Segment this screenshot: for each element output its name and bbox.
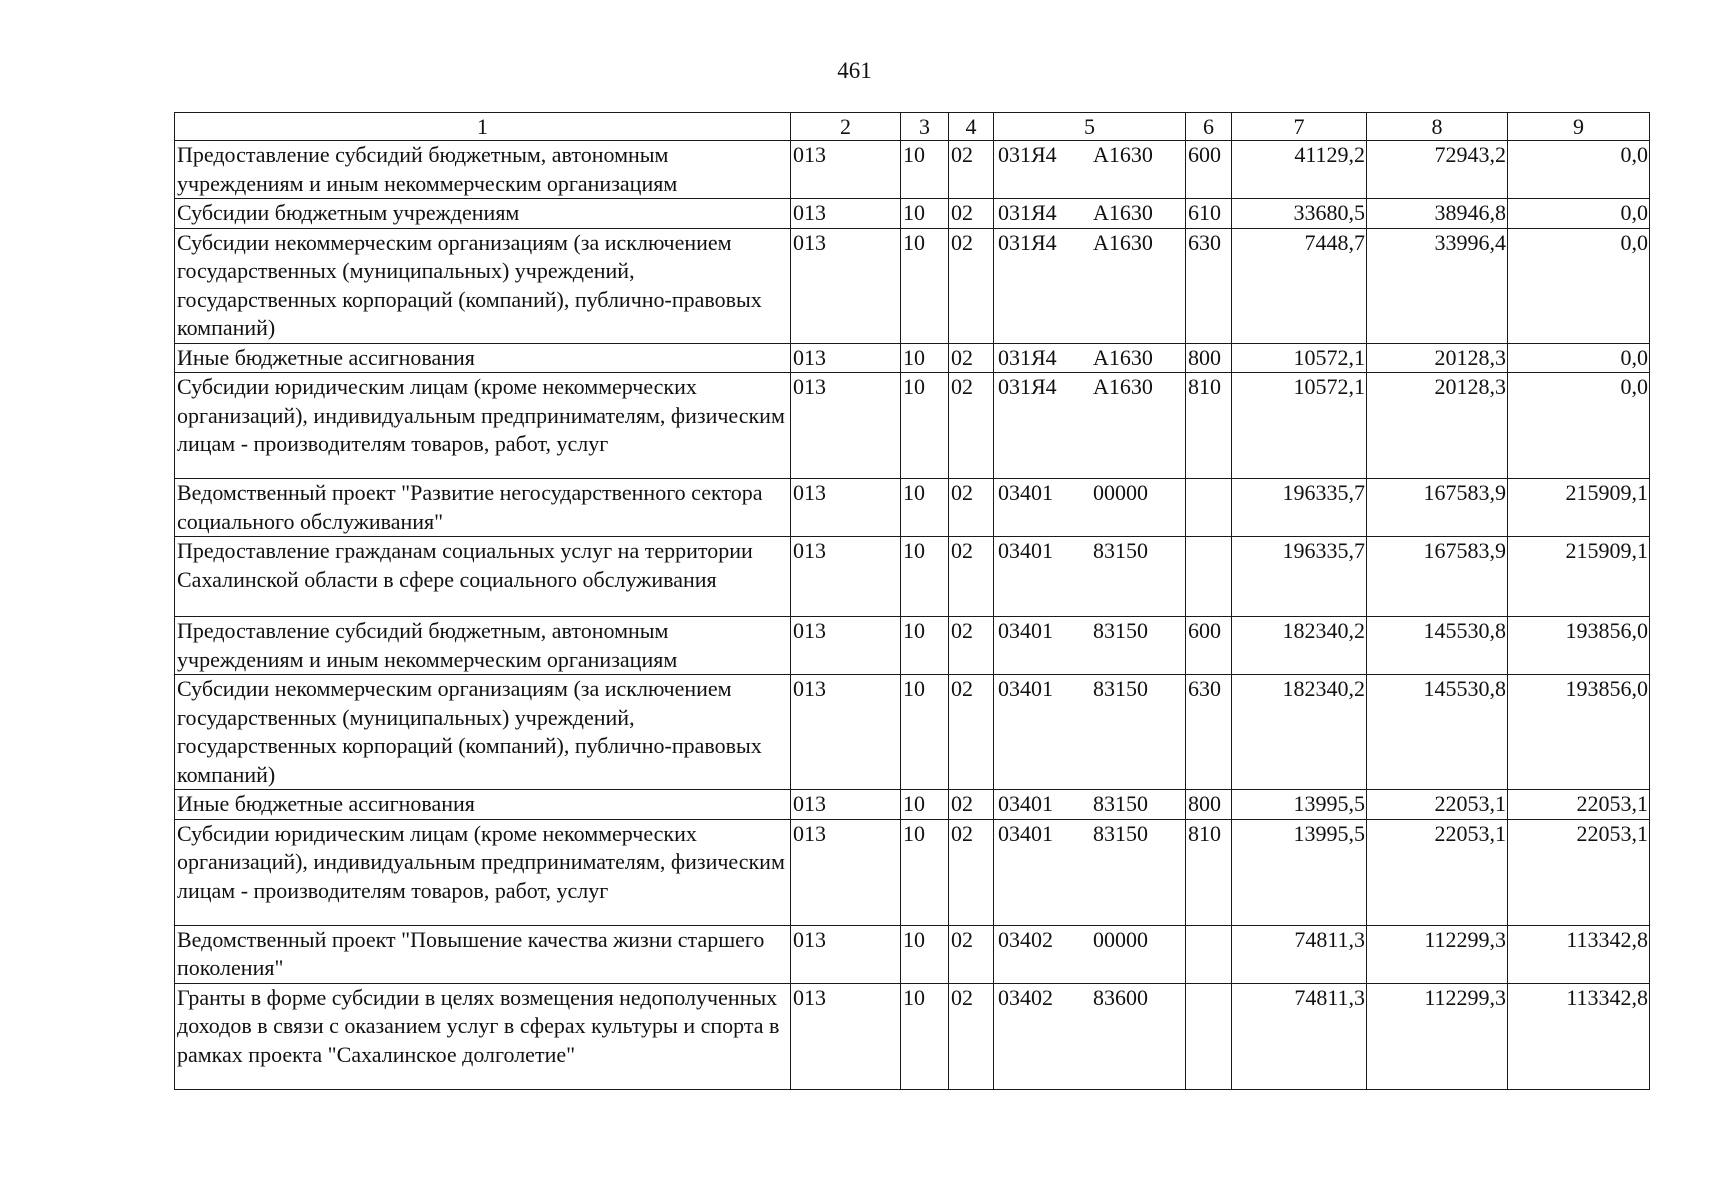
expense-type-code: 810 <box>1186 373 1232 479</box>
amount-year-1: 10572,1 <box>1232 343 1367 373</box>
ministry-code: 013 <box>791 343 901 373</box>
direction-code: А1630 <box>1093 142 1153 167</box>
target-article-code <box>994 675 1186 790</box>
direction-code: 00000 <box>1093 926 1148 952</box>
column-header-9: 9 <box>1508 113 1650 141</box>
section-code: 10 <box>901 790 949 820</box>
subsection-code: 02 <box>949 819 994 925</box>
section-code: 10 <box>901 819 949 925</box>
expense-type-code: 610 <box>1186 199 1232 229</box>
amount-year-3: 0,0 <box>1508 343 1650 373</box>
section-code: 10 <box>901 617 949 675</box>
subsection-code: 02 <box>949 141 994 199</box>
column-header-6: 6 <box>1186 113 1232 141</box>
subsection-code: 02 <box>949 373 994 479</box>
amount-year-1: 41129,2 <box>1232 141 1367 199</box>
section-code: 10 <box>901 343 949 373</box>
table-header <box>175 113 1650 141</box>
amount-year-3: 0,0 <box>1508 228 1650 343</box>
amount-year-2: 22053,1 <box>1367 819 1508 925</box>
table-row <box>175 343 1650 373</box>
program-code: 03401 <box>998 820 1053 846</box>
ministry-code: 013 <box>791 141 901 199</box>
page-number: 461 <box>837 58 872 83</box>
program-code: 031Я4 <box>998 229 1057 255</box>
target-article-code <box>994 343 1186 373</box>
column-header-3: 3 <box>901 113 949 141</box>
table-row <box>175 199 1650 229</box>
table-row <box>175 983 1650 1089</box>
amount-year-3: 0,0 <box>1508 199 1650 229</box>
program-code: 03401 <box>998 538 1053 563</box>
table-row <box>175 479 1650 537</box>
ministry-code: 013 <box>791 228 901 343</box>
program-code: 031Я4 <box>998 142 1057 167</box>
amount-year-1: 13995,5 <box>1232 819 1367 925</box>
expense-type-code <box>1186 537 1232 617</box>
expense-type-code: 600 <box>1186 617 1232 675</box>
row-name: Ведомственный проект "Повышение качества жизни старшего поколения" <box>175 925 791 983</box>
target-article-code <box>994 983 1186 1089</box>
table-row <box>175 790 1650 820</box>
table-row <box>175 675 1650 790</box>
section-code: 10 <box>901 479 949 537</box>
ministry-code: 013 <box>791 617 901 675</box>
amount-year-3: 215909,1 <box>1508 537 1650 617</box>
amount-year-3: 193856,0 <box>1508 617 1650 675</box>
direction-code: 83150 <box>1093 676 1148 701</box>
direction-code: 83150 <box>1093 538 1148 563</box>
amount-year-1: 33680,5 <box>1232 199 1367 229</box>
amount-year-1: 182340,2 <box>1232 675 1367 790</box>
ministry-code: 013 <box>791 790 901 820</box>
row-name: Субсидии некоммерческим организациям (за исключением государственных (муниципальных) учреждений, государственных корпораций (компаний), публично-правовых компаний) <box>175 675 791 790</box>
program-code: 03401 <box>998 791 1053 816</box>
ministry-code: 013 <box>791 675 901 790</box>
row-name: Субсидии некоммерческим организациям (за исключением государственных (муниципальных) учреждений, государственных корпораций (компаний), публично-правовых компаний) <box>175 228 791 343</box>
budget-table <box>174 112 1650 1090</box>
amount-year-3: 113342,8 <box>1508 925 1650 983</box>
subsection-code: 02 <box>949 675 994 790</box>
expense-type-code: 630 <box>1186 675 1232 790</box>
ministry-code: 013 <box>791 537 901 617</box>
subsection-code: 02 <box>949 199 994 229</box>
direction-code: 83150 <box>1093 791 1148 816</box>
table-row <box>175 617 1650 675</box>
amount-year-2: 20128,3 <box>1367 373 1508 479</box>
table-row <box>175 819 1650 925</box>
expense-type-code <box>1186 925 1232 983</box>
header-row <box>175 113 1650 141</box>
target-article-code <box>994 819 1186 925</box>
expense-type-code: 600 <box>1186 141 1232 199</box>
ministry-code: 013 <box>791 819 901 925</box>
expense-type-code <box>1186 983 1232 1089</box>
expense-type-code: 800 <box>1186 343 1232 373</box>
target-article-code <box>994 537 1186 617</box>
target-article-code <box>994 228 1186 343</box>
program-code: 031Я4 <box>998 200 1057 225</box>
row-name: Субсидии бюджетным учреждениям <box>175 199 791 229</box>
direction-code: А1630 <box>1093 229 1153 255</box>
amount-year-3: 193856,0 <box>1508 675 1650 790</box>
row-name: Предоставление субсидий бюджетным, автономным учреждениям и иным некоммерческим организациям <box>175 141 791 199</box>
table-row <box>175 925 1650 983</box>
subsection-code: 02 <box>949 617 994 675</box>
section-code: 10 <box>901 228 949 343</box>
amount-year-2: 72943,2 <box>1367 141 1508 199</box>
amount-year-2: 38946,8 <box>1367 199 1508 229</box>
subsection-code: 02 <box>949 925 994 983</box>
row-name: Субсидии юридическим лицам (кроме некоммерческих организаций), индивидуальным предпринимателям, физическим лицам - производителям товаров, работ, услуг <box>175 819 791 925</box>
amount-year-1: 7448,7 <box>1232 228 1367 343</box>
target-article-code <box>994 373 1186 479</box>
subsection-code: 02 <box>949 983 994 1089</box>
direction-code: 83150 <box>1093 820 1148 846</box>
direction-code: 83150 <box>1093 618 1148 643</box>
target-article-code <box>994 790 1186 820</box>
column-header-1: 1 <box>175 113 791 141</box>
section-code: 10 <box>901 675 949 790</box>
amount-year-3: 0,0 <box>1508 141 1650 199</box>
amount-year-1: 74811,3 <box>1232 925 1367 983</box>
amount-year-2: 22053,1 <box>1367 790 1508 820</box>
target-article-code <box>994 199 1186 229</box>
amount-year-2: 145530,8 <box>1367 617 1508 675</box>
target-article-code <box>994 479 1186 537</box>
program-code: 03402 <box>998 984 1053 1010</box>
amount-year-2: 112299,3 <box>1367 983 1508 1089</box>
amount-year-1: 196335,7 <box>1232 537 1367 617</box>
row-name: Субсидии юридическим лицам (кроме некоммерческих организаций), индивидуальным предпринимателям, физическим лицам - производителям товаров, работ, услуг <box>175 373 791 479</box>
expense-type-code <box>1186 479 1232 537</box>
column-header-8: 8 <box>1367 113 1508 141</box>
row-name: Гранты в форме субсидии в целях возмещения недополученных доходов в связи с оказанием услуг в сферах культуры и спорта в рамках проекта "Сахалинское долголетие" <box>175 983 791 1089</box>
amount-year-1: 10572,1 <box>1232 373 1367 479</box>
amount-year-3: 0,0 <box>1508 373 1650 479</box>
target-article-code <box>994 925 1186 983</box>
expense-type-code: 810 <box>1186 819 1232 925</box>
section-code: 10 <box>901 983 949 1089</box>
amount-year-1: 196335,7 <box>1232 479 1367 537</box>
section-code: 10 <box>901 199 949 229</box>
subsection-code: 02 <box>949 343 994 373</box>
amount-year-1: 74811,3 <box>1232 983 1367 1089</box>
program-code: 03401 <box>998 676 1053 701</box>
amount-year-2: 167583,9 <box>1367 537 1508 617</box>
amount-year-3: 113342,8 <box>1508 983 1650 1089</box>
amount-year-2: 167583,9 <box>1367 479 1508 537</box>
column-header-5: 5 <box>994 113 1186 141</box>
program-code: 03402 <box>998 926 1053 952</box>
amount-year-2: 145530,8 <box>1367 675 1508 790</box>
table-body <box>175 141 1650 1090</box>
section-code: 10 <box>901 141 949 199</box>
ministry-code: 013 <box>791 199 901 229</box>
direction-code: А1630 <box>1093 200 1153 225</box>
amount-year-2: 20128,3 <box>1367 343 1508 373</box>
section-code: 10 <box>901 925 949 983</box>
section-code: 10 <box>901 373 949 479</box>
row-name: Предоставление субсидий бюджетным, автономным учреждениям и иным некоммерческим организациям <box>175 617 791 675</box>
amount-year-3: 22053,1 <box>1508 790 1650 820</box>
subsection-code: 02 <box>949 228 994 343</box>
subsection-code: 02 <box>949 479 994 537</box>
ministry-code: 013 <box>791 925 901 983</box>
target-article-code <box>994 141 1186 199</box>
direction-code: 00000 <box>1093 480 1148 505</box>
target-article-code <box>994 617 1186 675</box>
table-row <box>175 228 1650 343</box>
program-code: 03401 <box>998 618 1053 643</box>
amount-year-1: 182340,2 <box>1232 617 1367 675</box>
column-header-4: 4 <box>949 113 994 141</box>
row-name: Иные бюджетные ассигнования <box>175 343 791 373</box>
row-name: Предоставление гражданам социальных услуг на территории Сахалинской области в сфере социального обслуживания <box>175 537 791 617</box>
program-code: 03401 <box>998 480 1053 505</box>
row-name: Ведомственный проект "Развитие негосударственного сектора социального обслуживания" <box>175 479 791 537</box>
amount-year-1: 13995,5 <box>1232 790 1367 820</box>
ministry-code: 013 <box>791 983 901 1089</box>
amount-year-2: 33996,4 <box>1367 228 1508 343</box>
row-name: Иные бюджетные ассигнования <box>175 790 791 820</box>
program-code: 031Я4 <box>998 374 1057 399</box>
section-code: 10 <box>901 537 949 617</box>
program-code: 031Я4 <box>998 344 1057 370</box>
amount-year-3: 215909,1 <box>1508 479 1650 537</box>
table-row <box>175 141 1650 199</box>
amount-year-2: 112299,3 <box>1367 925 1508 983</box>
expense-type-code: 630 <box>1186 228 1232 343</box>
direction-code: А1630 <box>1093 374 1153 399</box>
column-header-7: 7 <box>1232 113 1367 141</box>
ministry-code: 013 <box>791 373 901 479</box>
direction-code: 83600 <box>1093 984 1148 1010</box>
subsection-code: 02 <box>949 790 994 820</box>
subsection-code: 02 <box>949 537 994 617</box>
direction-code: А1630 <box>1093 344 1153 370</box>
expense-type-code: 800 <box>1186 790 1232 820</box>
table-row <box>175 537 1650 617</box>
table-row <box>175 373 1650 479</box>
amount-year-3: 22053,1 <box>1508 819 1650 925</box>
column-header-2: 2 <box>791 113 901 141</box>
ministry-code: 013 <box>791 479 901 537</box>
